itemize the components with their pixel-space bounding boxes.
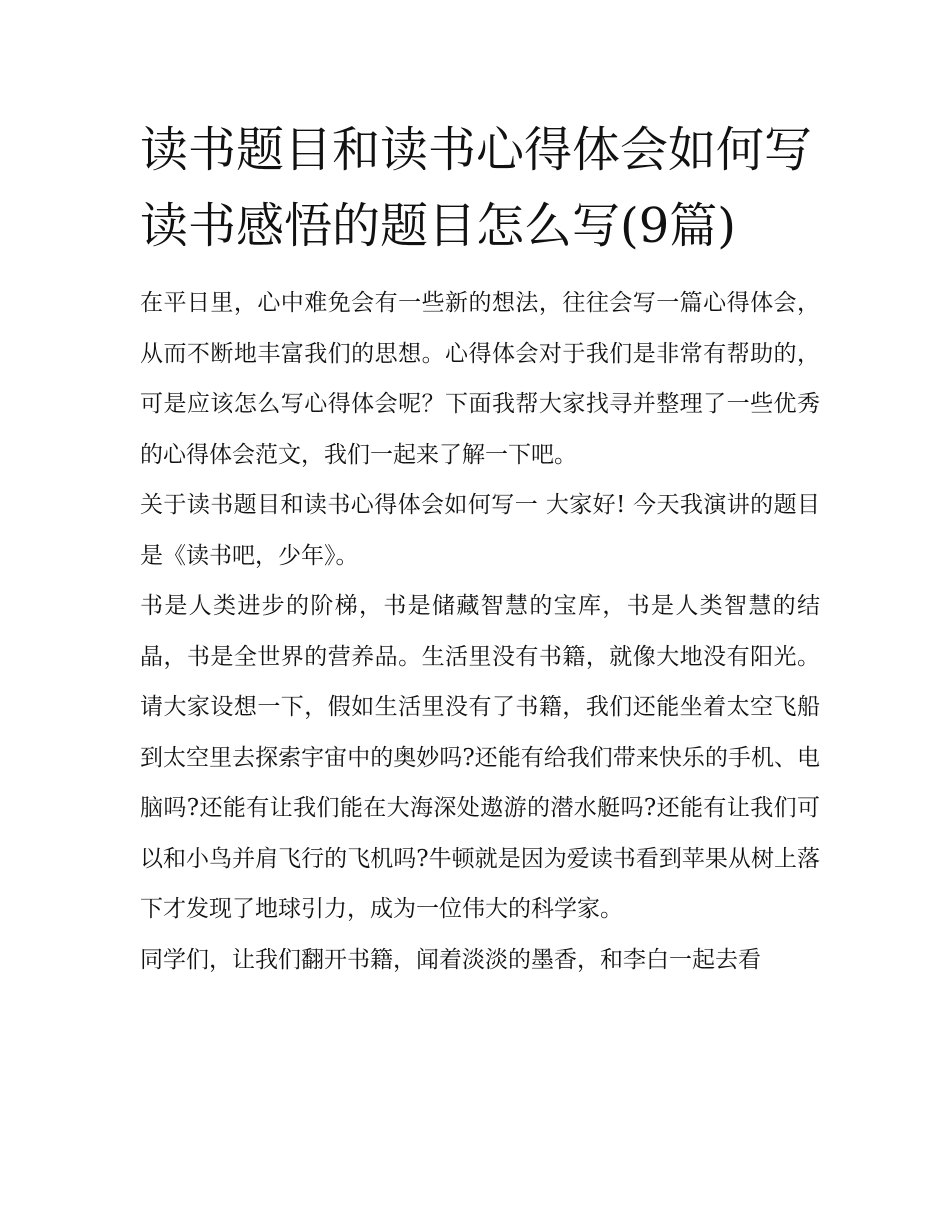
paragraph-books-value: 书是人类进步的阶梯，书是储藏智慧的宝库，书是人类智慧的结晶，书是全世界的营养品。生活里没有书籍，就像大地没有阳光。请大家设想一下，假如生活里没有了书籍，我们还能坐着太空飞船到太空里去探索宇宙中的奥妙吗?还能有给我们带来快乐的手机、电脑吗?还能有让我们能在大海深处遨游的潜水艇吗?还能有让我们可以和小鸟并肩飞行的飞机吗?牛顿就是因为爱读书看到苹果从树上落下才发现了地球引力，成为一位伟大的科学家。 bbox=[140, 593, 820, 922]
paragraph-intro: 在平日里，心中难免会有一些新的想法，往往会写一篇心得体会，从而不断地丰富我们的思想。心得体会对于我们是非常有帮助的，可是应该怎么写心得体会呢？下面我帮大家找寻并整理了一些优秀的心得体会范文，我们一起来了解一下吧。 bbox=[140, 290, 820, 468]
document-title: 读书题目和读书心得体会如何写 读书感悟的题目怎么写(9篇) bbox=[140, 122, 813, 254]
paragraph-speech-opening: 关于读书题目和读书心得体会如何写一 大家好! 今天我演讲的题目是《读书吧，少年》。 bbox=[140, 492, 820, 569]
document-content bbox=[140, 112, 820, 985]
paragraph-call-to-read: 同学们，让我们翻开书籍，闻着淡淡的墨香，和李白一起去看 bbox=[140, 946, 761, 973]
